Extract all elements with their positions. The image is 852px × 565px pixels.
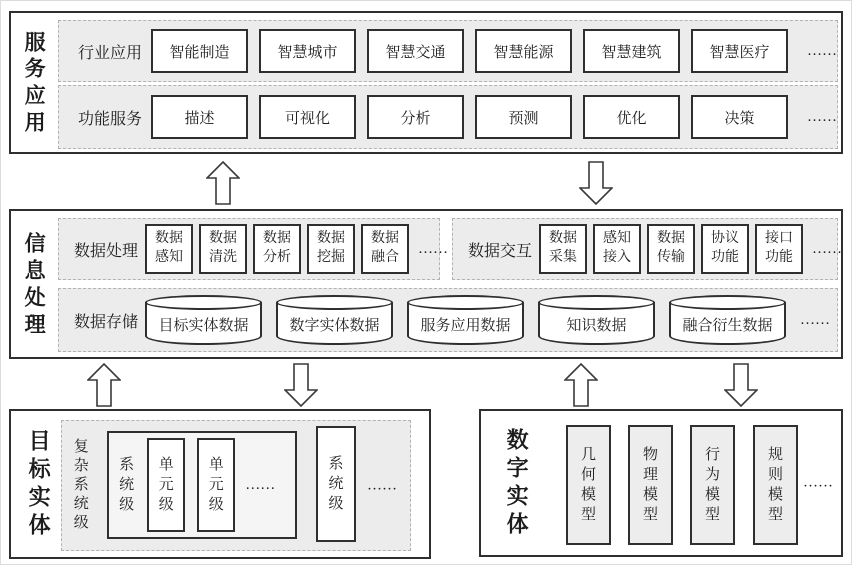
data-interaction-box [593, 224, 641, 274]
data-storage-group [58, 288, 838, 352]
function-service-box: 预测 [475, 95, 572, 139]
cylinder-top [669, 295, 786, 310]
industry-app-box: 智慧能源 [475, 29, 572, 73]
unit-level-box [147, 438, 185, 532]
cylinder-text: 目标实体数据 [158, 318, 249, 334]
complex-system-group [61, 420, 411, 551]
arrow-up-icon [87, 363, 121, 407]
ellipsis: …… [367, 477, 397, 493]
data-interaction-label: 数据交互 [467, 242, 532, 260]
cylinder-top [276, 295, 393, 310]
box-text: 数据采集 [549, 231, 577, 265]
data-processing-box [307, 224, 355, 274]
unit-level-text: 单元级 [158, 456, 174, 514]
database-cylinder-icon [145, 295, 262, 345]
database-cylinder-icon [276, 295, 393, 345]
layer-service-application [9, 11, 843, 154]
data-processing-group [58, 218, 448, 280]
industry-app-box: 智慧交通 [367, 29, 464, 73]
model-box-rule [753, 425, 798, 545]
function-service-row [58, 85, 838, 149]
box-text: 数据分析 [263, 231, 291, 265]
data-processing-box [199, 224, 247, 274]
layer-label-target: 目标实体 [28, 428, 51, 539]
cylinder-text: 服务应用数据 [420, 318, 511, 334]
arrow-down-icon [284, 363, 318, 407]
cylinder-top [407, 295, 524, 310]
ellipsis: …… [812, 240, 842, 257]
box-text: 数据挖掘 [317, 231, 345, 265]
complex-system-label: 复杂系统级 [73, 438, 89, 532]
box-text: 协议功能 [711, 231, 739, 265]
function-service-box: 描述 [151, 95, 248, 139]
data-processing-label: 数据处理 [73, 242, 138, 260]
data-storage-cylinders [145, 295, 800, 345]
box-text: 接口功能 [765, 231, 793, 265]
unit-level-text: 单元级 [208, 456, 224, 514]
function-service-box: 可视化 [259, 95, 356, 139]
model-text: 几何模型 [580, 446, 596, 524]
layer-label-info: 信息处理 [24, 231, 46, 336]
cylinder-top [145, 295, 262, 310]
cylinder-text: 知识数据 [566, 318, 627, 334]
model-text: 规则模型 [767, 446, 783, 524]
layer-information-processing [9, 209, 843, 359]
data-processing-box [361, 224, 409, 274]
data-processing-boxes [145, 224, 415, 274]
data-interaction-boxes [539, 224, 809, 274]
cylinder-text: 数字实体数据 [289, 318, 380, 334]
layer-target-entity [9, 409, 431, 559]
ellipsis: …… [245, 476, 276, 493]
arrow-up-icon [564, 363, 598, 407]
function-row-label: 功能服务 [77, 110, 142, 128]
industry-app-box: 智慧建筑 [583, 29, 680, 73]
ellipsis: …… [807, 108, 837, 125]
function-service-box: 决策 [691, 95, 788, 139]
system-level-box [316, 426, 356, 542]
layer-label-service: 服务应用 [24, 29, 46, 135]
cylinder-text: 融合衍生数据 [682, 318, 773, 334]
industry-app-boxes [151, 29, 799, 73]
box-text: 数据清洗 [209, 231, 237, 265]
model-text: 物理模型 [642, 446, 658, 524]
data-processing-box [145, 224, 193, 274]
model-box-geometry [566, 425, 611, 545]
ellipsis: …… [803, 474, 833, 491]
model-box-physics [628, 425, 673, 545]
box-text: 感知接入 [603, 231, 631, 265]
industry-application-row [58, 20, 838, 82]
ellipsis: …… [807, 42, 837, 59]
database-cylinder-icon [538, 295, 655, 345]
box-text: 数据感知 [155, 231, 183, 265]
industry-app-box: 智慧城市 [259, 29, 356, 73]
function-service-box: 优化 [583, 95, 680, 139]
model-text: 行为模型 [704, 446, 720, 524]
arrow-down-icon [724, 363, 758, 407]
data-processing-box [253, 224, 301, 274]
data-interaction-group [452, 218, 842, 280]
arrow-up-icon [206, 161, 240, 205]
data-interaction-box [755, 224, 803, 274]
cylinder-top [538, 295, 655, 310]
data-interaction-box [539, 224, 587, 274]
data-storage-label: 数据存储 [73, 313, 138, 331]
system-level-label: 系统级 [119, 456, 135, 514]
model-box-behavior [690, 425, 735, 545]
system-level-container [107, 431, 297, 539]
database-cylinder-icon [669, 295, 786, 345]
box-text: 数据传输 [657, 231, 685, 265]
data-interaction-box [701, 224, 749, 274]
box-text: 数据融合 [371, 231, 399, 265]
industry-row-label: 行业应用 [77, 44, 142, 62]
layer-digital-entity [479, 409, 843, 557]
data-interaction-box [647, 224, 695, 274]
ellipsis: …… [800, 311, 830, 328]
arrow-down-icon [579, 161, 613, 205]
layer-label-digital: 数字实体 [506, 427, 529, 538]
industry-app-box: 智慧医疗 [691, 29, 788, 73]
ellipsis: …… [418, 240, 448, 257]
system-level-text: 系统级 [328, 455, 344, 513]
function-service-boxes [151, 95, 799, 139]
function-service-box: 分析 [367, 95, 464, 139]
database-cylinder-icon [407, 295, 524, 345]
industry-app-box: 智能制造 [151, 29, 248, 73]
unit-level-box [197, 438, 235, 532]
